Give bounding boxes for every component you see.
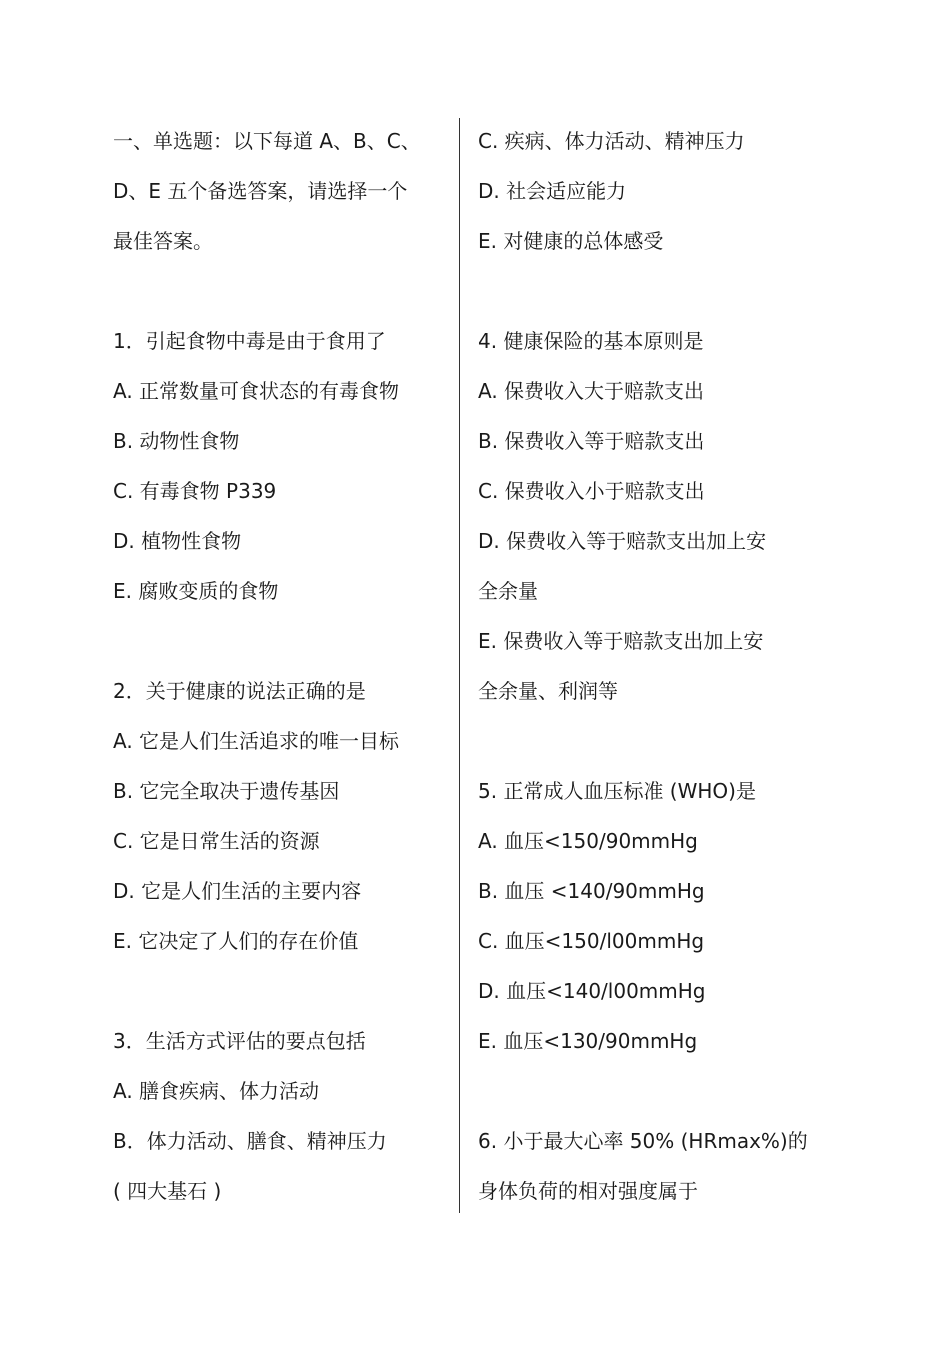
- answer-option: B. 血压 <140/90mmHg: [478, 879, 705, 903]
- answer-option: C. 保费收入小于赔款支出: [478, 479, 705, 503]
- answer-option: A. 血压<150/90mmHg: [478, 829, 698, 853]
- left-column: [113, 116, 458, 1216]
- answer-option: A. 膳食疾病、体力活动: [113, 1079, 320, 1103]
- text-line: 身体负荷的相对强度属于: [478, 1179, 698, 1203]
- answer-option: A. 正常数量可食状态的有毒食物: [113, 379, 400, 403]
- text-line: 一、单选题：以下每道 A、B、C、: [113, 129, 421, 153]
- question-stem: 1．引起食物中毒是由于食用了: [113, 329, 386, 353]
- answer-option: D. 它是人们生活的主要内容: [113, 879, 362, 903]
- answer-option: D. 植物性食物: [113, 529, 242, 553]
- question-stem: 5. 正常成人血压标准 (WHO)是: [478, 779, 756, 803]
- answer-option: E. 保费收入等于赔款支出加上安: [478, 629, 764, 653]
- answer-option: E. 它决定了人们的存在价值: [113, 929, 359, 953]
- answer-option: B. 保费收入等于赔款支出: [478, 429, 705, 453]
- answer-option: C. 有毒食物 P339: [113, 479, 277, 503]
- blank-line: [478, 266, 823, 316]
- text-line: 全余量: [478, 579, 538, 603]
- blank-line: [113, 616, 458, 666]
- column-divider: [459, 118, 460, 1213]
- answer-option: C. 它是日常生活的资源: [113, 829, 320, 853]
- answer-option: D. 社会适应能力: [478, 179, 627, 203]
- answer-option: D. 血压<140/l00mmHg: [478, 979, 706, 1003]
- answer-option: B. 动物性食物: [113, 429, 240, 453]
- right-column: [478, 116, 823, 1216]
- answer-option: E. 血压<130/90mmHg: [478, 1029, 698, 1053]
- answer-option: A. 它是人们生活追求的唯一目标: [113, 729, 400, 753]
- question-stem: 4. 健康保险的基本原则是: [478, 329, 704, 353]
- text-line: D、E 五个备选答案，请选择一个: [113, 179, 408, 203]
- answer-option: B．体力活动、膳食、精神压力: [113, 1129, 387, 1153]
- text-line: ( 四大基石 ): [113, 1179, 222, 1203]
- answer-option: C. 疾病、体力活动、精神压力: [478, 129, 745, 153]
- blank-line: [478, 716, 823, 766]
- text-line: 最佳答案。: [113, 229, 213, 253]
- answer-option: E. 腐败变质的食物: [113, 579, 279, 603]
- text-line: 全余量、利润等: [478, 679, 618, 703]
- blank-line: [113, 966, 458, 1016]
- blank-line: [478, 1066, 823, 1116]
- answer-option: C. 血压<150/l00mmHg: [478, 929, 705, 953]
- answer-option: B. 它完全取决于遗传基因: [113, 779, 340, 803]
- answer-option: E. 对健康的总体感受: [478, 229, 664, 253]
- blank-line: [113, 266, 458, 316]
- question-stem: 6. 小于最大心率 50% (HRmax%)的: [478, 1129, 808, 1153]
- answer-option: A. 保费收入大于赔款支出: [478, 379, 705, 403]
- answer-option: D. 保费收入等于赔款支出加上安: [478, 529, 767, 553]
- question-stem: 3．生活方式评估的要点包括: [113, 1029, 366, 1053]
- question-stem: 2．关于健康的说法正确的是: [113, 679, 366, 703]
